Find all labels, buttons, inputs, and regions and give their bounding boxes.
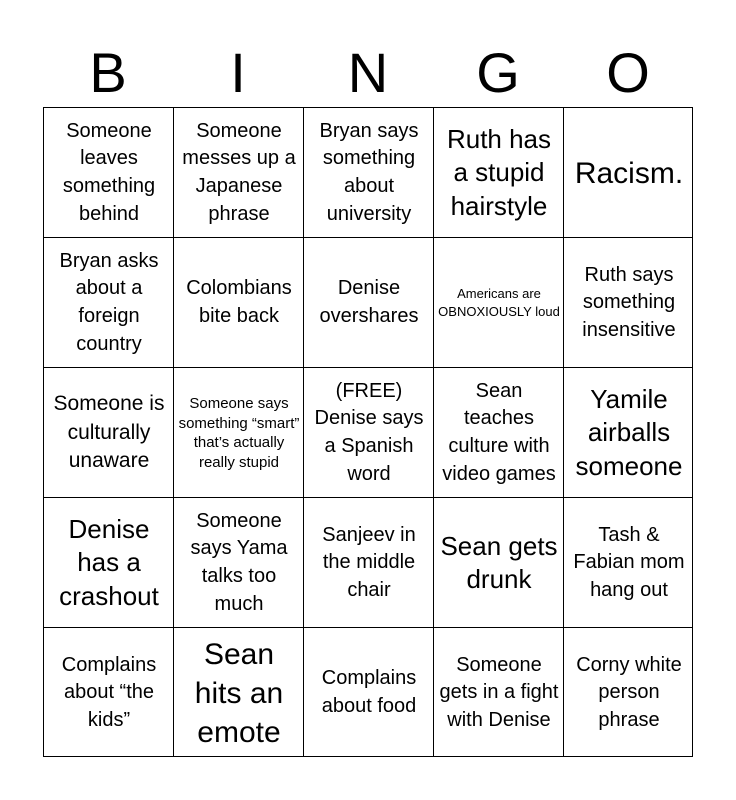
- bingo-header: [43, 40, 693, 106]
- grid-line: [44, 367, 692, 368]
- bingo-cell[interactable]: Denise has a crashout: [59, 514, 159, 611]
- bingo-board: [43, 107, 693, 757]
- grid-line: [44, 237, 692, 238]
- bingo-cell[interactable]: Someone says Yama talks too much: [190, 509, 288, 615]
- bingo-cell[interactable]: Yamile airballs someone: [575, 384, 683, 481]
- header-letter-o: O: [606, 41, 650, 104]
- header-letter-g: G: [476, 41, 520, 104]
- bingo-cell[interactable]: Racism.: [574, 156, 684, 190]
- bingo-cell[interactable]: Tash & Fabian mom hang out: [573, 523, 685, 601]
- bingo-cell[interactable]: Sean teaches culture with video games: [442, 379, 556, 485]
- bingo-cell[interactable]: Ruth says something insensitive: [582, 263, 676, 341]
- grid-line: [303, 108, 304, 756]
- bingo-cell[interactable]: Ruth has a stupid hairstyle: [446, 124, 552, 221]
- bingo-cell[interactable]: Bryan says something about university: [319, 119, 419, 225]
- grid-line: [563, 108, 564, 756]
- bingo-cell[interactable]: Sean gets drunk: [440, 530, 558, 594]
- bingo-cell[interactable]: Someone gets in a fight with Denise: [439, 653, 559, 731]
- bingo-cell[interactable]: Someone is culturally unaware: [53, 392, 165, 473]
- bingo-cell[interactable]: Someone messes up a Japanese phrase: [182, 119, 296, 225]
- bingo-cell[interactable]: Sanjeev in the middle chair: [322, 523, 416, 601]
- header-letter-b: B: [89, 41, 127, 104]
- bingo-cell[interactable]: Corny white person phrase: [576, 653, 682, 731]
- header-letter-n: N: [347, 41, 389, 104]
- grid-line: [173, 108, 174, 756]
- header-letter-i: I: [230, 41, 246, 104]
- bingo-cell[interactable]: Someone leaves something behind: [62, 119, 156, 225]
- grid-line: [44, 497, 692, 498]
- bingo-cell[interactable]: Complains about “the kids”: [61, 653, 157, 731]
- bingo-cell[interactable]: Colombians bite back: [186, 277, 292, 327]
- bingo-cell-free[interactable]: (FREE) Denise says a Spanish word: [314, 379, 424, 485]
- bingo-cell[interactable]: Denise overshares: [319, 277, 419, 327]
- grid-line: [44, 627, 692, 628]
- bingo-cell[interactable]: Someone says something “smart” that’s actually really stupid: [178, 395, 300, 471]
- bingo-cell[interactable]: Sean hits an emote: [194, 637, 284, 749]
- bingo-cell[interactable]: Americans are OBNOXIOUSLY loud: [438, 286, 560, 319]
- bingo-cell[interactable]: Complains about food: [321, 667, 417, 717]
- bingo-cell[interactable]: Bryan asks about a foreign country: [59, 249, 159, 355]
- grid-line: [433, 108, 434, 756]
